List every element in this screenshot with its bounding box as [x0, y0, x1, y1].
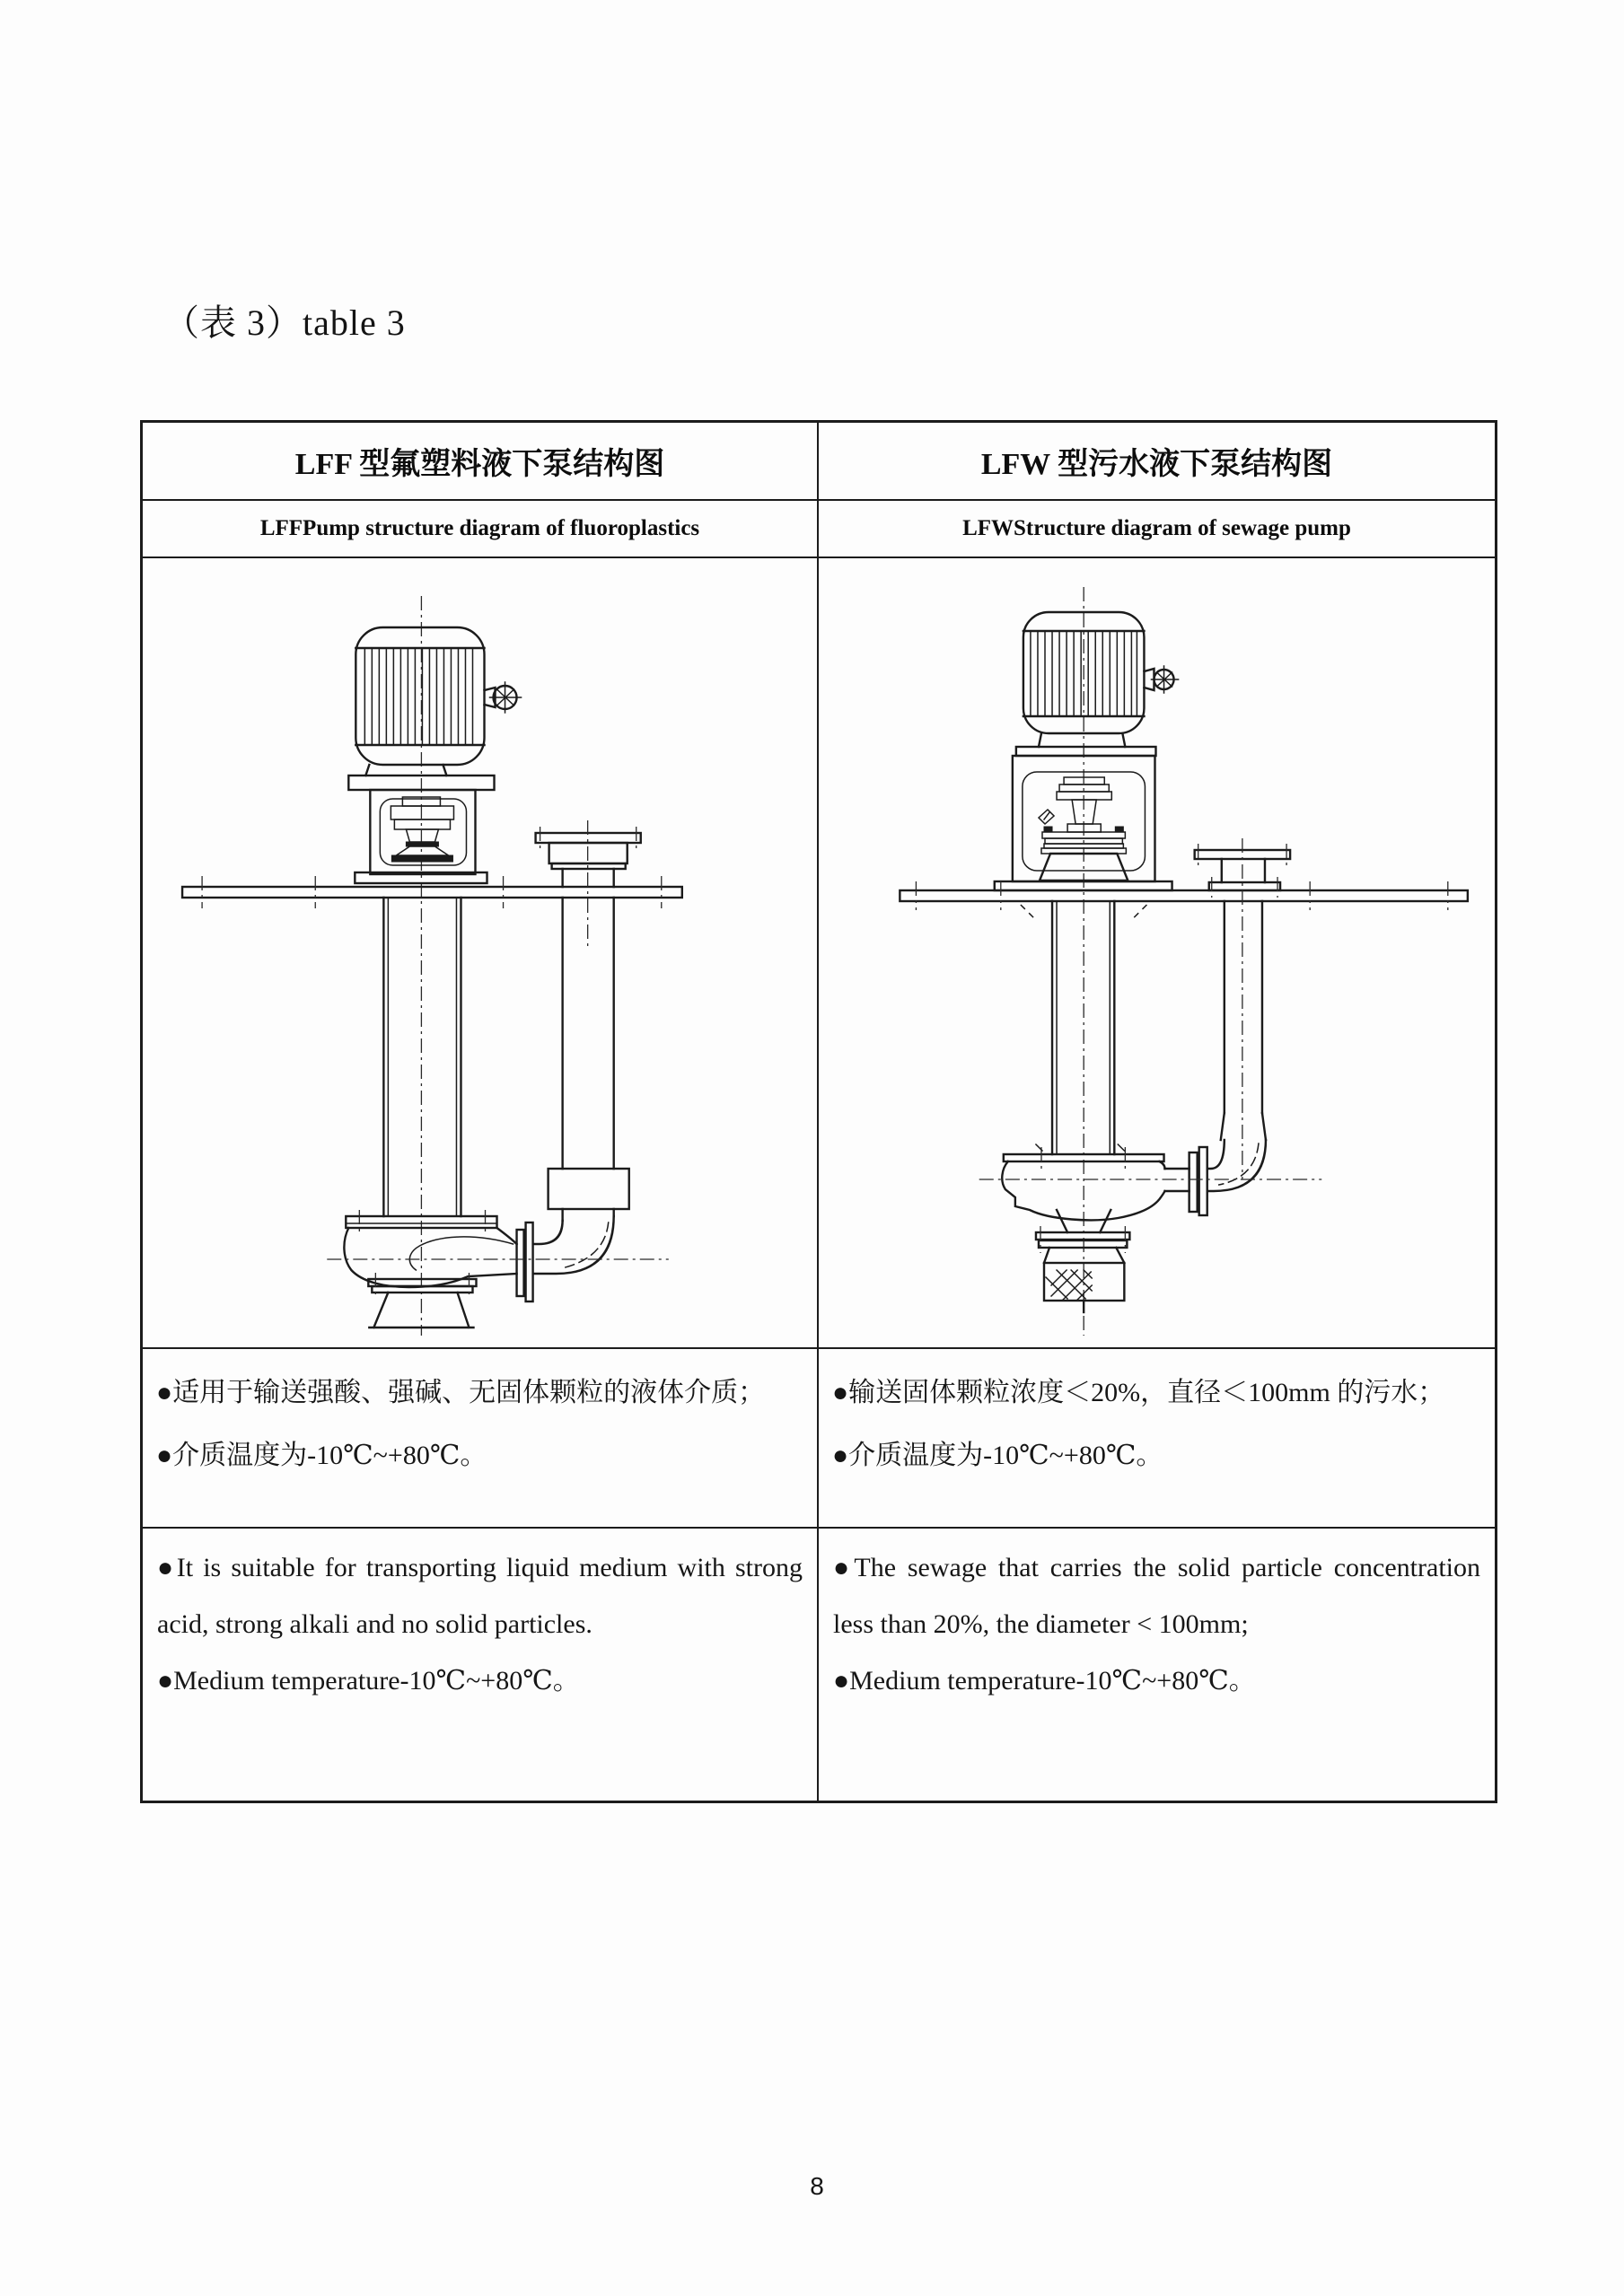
note-line: ●输送固体颗粒浓度＜20%，直径＜100mm 的污水；	[832, 1378, 1445, 1407]
lff-eyebolt	[485, 682, 522, 713]
header-en-lfw-label: LFWStructure diagram of sewage pump	[962, 516, 1351, 540]
lff-pump-diagram	[143, 558, 817, 1347]
lfw-mounting-plate	[900, 881, 1468, 921]
page-number: 8	[810, 2172, 824, 2200]
lff-discharge-pipe	[517, 898, 629, 1301]
lff-suction-bell	[368, 1273, 476, 1328]
diagram-cell-lfw	[819, 558, 1495, 1349]
note-line: ●介质温度为-10℃~+80℃。	[832, 1441, 1163, 1470]
lff-motor	[356, 627, 484, 765]
notes-cn-lfw	[819, 1349, 1495, 1529]
notes-en-lff	[143, 1529, 819, 1801]
pump-comparison-table	[140, 420, 1497, 1803]
header-cn-lff	[143, 423, 819, 501]
lfw-strainer	[1036, 1210, 1129, 1312]
lff-mounting-plate	[182, 876, 682, 908]
lfw-discharge-pipe	[1165, 901, 1266, 1215]
header-en-lff-label: LFFPump structure diagram of fluoroplastics	[259, 516, 700, 540]
lfw-pump-casing	[1002, 1144, 1164, 1220]
note-line: ●The sewage that carries the solid particle concentration less than 20%, the diameter < 100mm;	[833, 1553, 1480, 1639]
note-line: ●Medium temperature-10℃~+80℃。	[833, 1666, 1256, 1696]
note-line: ●介质温度为-10℃~+80℃。	[156, 1441, 487, 1470]
note-line: ●Medium temperature-10℃~+80℃。	[157, 1666, 580, 1696]
lff-column-pipe	[383, 898, 461, 1216]
header-cn-lff-label: LFF 型氟塑料液下泵结构图	[294, 448, 665, 481]
lfw-eyebolt	[1144, 666, 1178, 693]
notes-en-lfw	[819, 1529, 1495, 1801]
header-cn-lfw-label: LFW 型污水液下泵结构图	[980, 448, 1333, 481]
note-line: ●适用于输送强酸、强碱、无固体颗粒的液体介质；	[156, 1378, 766, 1407]
page-title: （表 3）table 3	[163, 302, 406, 343]
lff-discharge-flange	[536, 820, 641, 948]
diagram-cell-lff	[143, 558, 819, 1349]
header-en-lff	[143, 501, 819, 558]
header-en-lfw	[819, 501, 1495, 558]
header-cn-lfw	[819, 423, 1495, 501]
lfw-pump-diagram	[819, 558, 1495, 1347]
notes-cn-lff	[143, 1349, 819, 1529]
lff-pump-casing	[344, 1210, 516, 1287]
lfw-discharge-flange	[1195, 838, 1290, 1179]
lff-column-pipe-wall	[388, 898, 456, 1216]
note-line: ●It is suitable for transporting liquid medium with strong acid, strong alkali and no solid particles.	[157, 1553, 803, 1639]
